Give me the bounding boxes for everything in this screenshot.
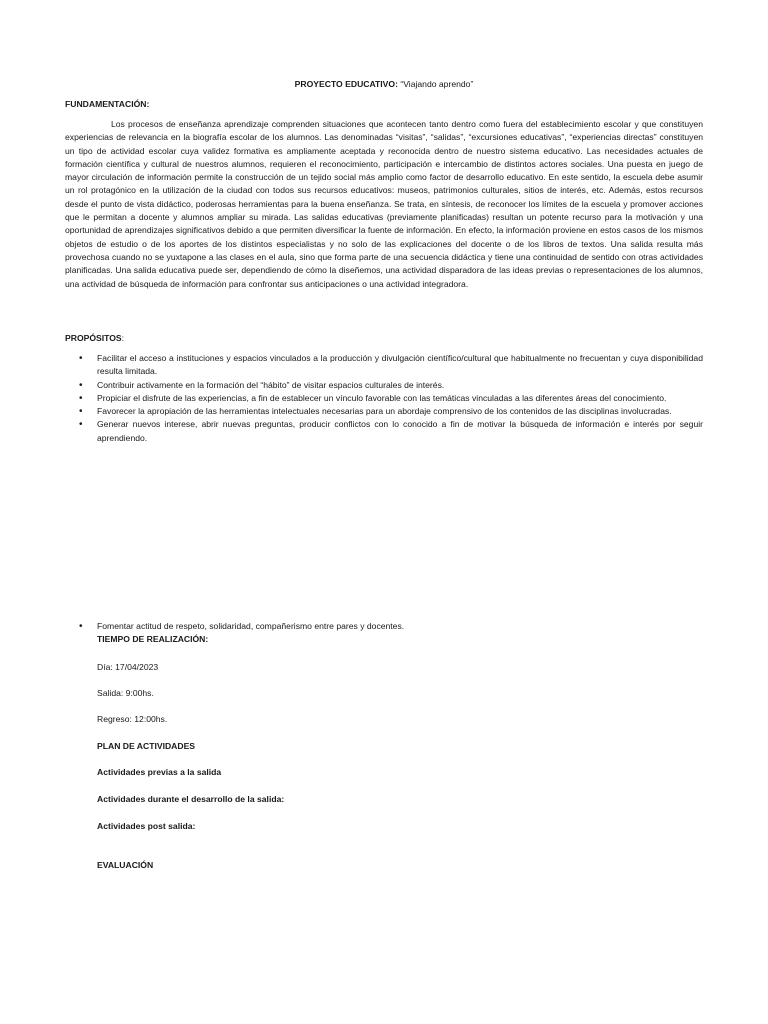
propositos-extra-list	[65, 620, 703, 633]
fundamentacion-heading: FUNDAMENTACIÓN:	[65, 99, 150, 109]
document-title	[0, 78, 768, 91]
evaluacion-heading: EVALUACIÓN	[97, 860, 154, 870]
propositos-heading-row	[65, 332, 124, 345]
plan-durante: Actividades durante el desarrollo de la salida:	[97, 794, 285, 804]
tiempo-regreso: Regreso: 12:00hs.	[97, 714, 168, 724]
list-item: • Propiciar el disfrute de las experiencias, a fin de establecer un vínculo favorable con las temáticas vinculadas a las diferentes áreas del conocimiento.	[65, 392, 703, 405]
propositos-list	[65, 352, 703, 445]
title-name: “Viajando aprendo”	[400, 79, 474, 89]
tiempo-salida: Salida: 9:00hs.	[97, 688, 154, 698]
plan-previas: Actividades previas a la salida	[97, 767, 222, 777]
plan-heading: PLAN DE ACTIVIDADES	[97, 741, 196, 751]
tiempo-dia: Día: 17/04/2023	[97, 662, 159, 672]
fundamentacion-paragraph: Los procesos de enseñanza aprendizaje comprenden situaciones que acontecen tanto dentro como fuera del establecimiento escolar y que constituyen experiencias de relevancia en la biografía escolar de los alumnos. Las denominadas “visitas”, “salidas”, “excursiones educativas”, “experiencias directas” constituyen un tipo de actividad escolar cuya validez formativa es ampliamente aceptada y reconocida dentro de nuestro sistema educativo. Las necesidades actuales de formación científica y cultural de nuestros alumnos, requieren el reconocimiento, participación e intercambio de distintos actores sociales. Una puesta en juego de mayor circulación de información permite la construcción de un tejido social más amplio como factor de desarrollo educativo. En este sentido, la escuela debe asumir un rol protagónico en la utilización de la ciudad con todos sus recursos educativos: museos, patrimonios culturales, sitios de interés, etc. Además, estos recursos desde el punto de vista didáctico, poderosas herramientas para la buena enseñanza. Se trata, en síntesis, de reconocer los límites de la escuela y promover acciones que le permitan a docente y alumnos ampliar su mirada. Las salidas educativas (previamente planificadas) resultan un potente recurso para la motivación y una oportunidad de aprendizajes significativos debido a que permiten diversificar la fuente de información. En efecto, la información proviene en estos casos de los mismos objetos de estudio o de los aportes de los distintos especialistas y no solo de las explicaciones del docente o de los libros de textos. Una salida resulta más provechosa cuando no se yuxtapone a las clases en el aula, sino que forma parte de una secuencia didáctica y tiene una continuidad de sentido con otras actividades planificadas. Una salida educativa puede ser, dependiendo de cómo la diseñemos, una actividad disparadora de las ideas previas o representaciones de los alumnos, una actividad de búsqueda de información para confrontar sus anticipaciones o una actividad integradora.	[65, 119, 703, 289]
tiempo-heading: TIEMPO DE REALIZACIÓN:	[97, 634, 209, 644]
list-item: • Generar nuevos interese, abrir nuevas preguntas, producir conflictos con lo conocido a fin de motivar la búsqueda de información e interés por seguir aprendiendo.	[65, 418, 703, 445]
list-item: • Favorecer la apropiación de las herramientas intelectuales necesarias para un abordaje comprensivo de los contenidos de las disciplinas involucradas.	[65, 405, 703, 418]
list-item: • Facilitar el acceso a instituciones y espacios vinculados a la producción y divulgación científico/cultural que habitualmente no frecuentan y cuya disponibilidad resulta limitada.	[65, 352, 703, 379]
plan-post: Actividades post salida:	[97, 821, 196, 831]
propositos-colon: :	[121, 333, 125, 343]
title-label: PROYECTO EDUCATIVO:	[294, 79, 398, 89]
list-item: • Contribuir activamente en la formación del “hábito” de visitar espacios culturales de interés.	[65, 379, 703, 392]
list-item: • Fomentar actitud de respeto, solidaridad, compañerismo entre pares y docentes.	[65, 620, 703, 633]
propositos-heading: PROPÓSITOS	[65, 333, 122, 343]
